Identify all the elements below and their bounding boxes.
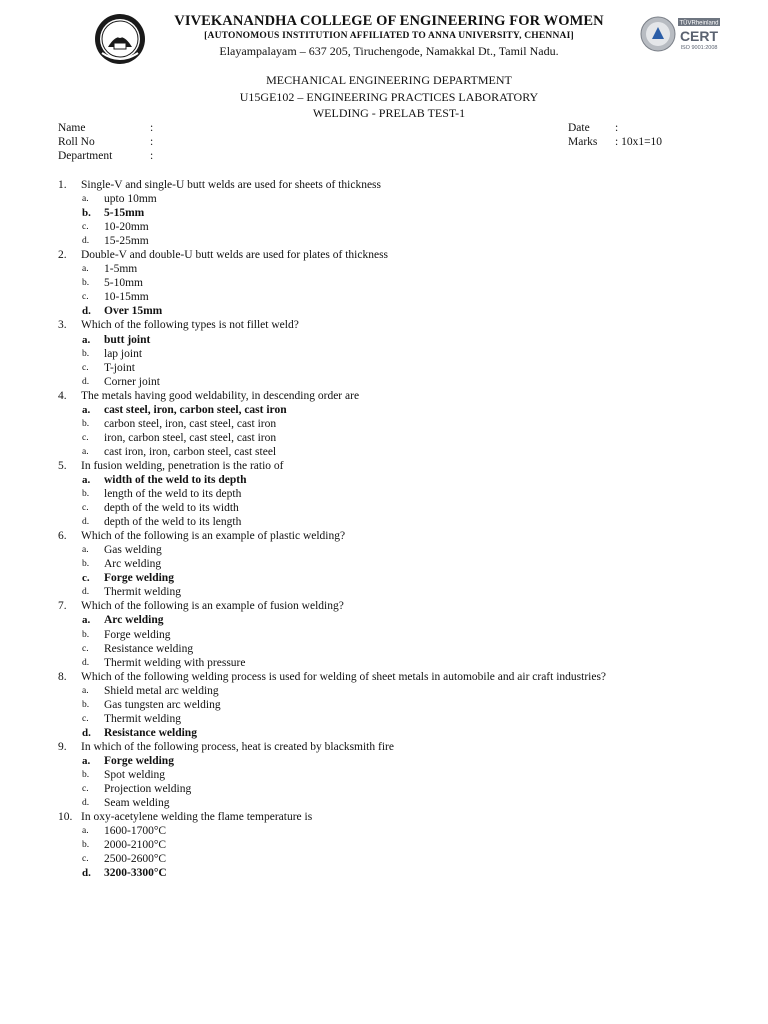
option-text: 10-20mm (104, 221, 149, 234)
answer-option-correct (58, 571, 758, 585)
answer-option (58, 417, 758, 431)
question-number: 4. (58, 389, 67, 402)
question-text: In oxy-acetylene welding the flame temperature is (81, 811, 313, 824)
college-address: Elayampalayam – 637 205, Tiruchengode, Namakkal Dt., Tamil Nadu. (219, 44, 559, 58)
option-letter: b. (82, 489, 90, 500)
option-letter: c. (82, 854, 89, 865)
marks-label: Marks (568, 136, 598, 148)
option-text: Gas welding (104, 544, 162, 557)
question-number: 1. (58, 179, 67, 191)
option-text: length of the weld to its depth (104, 488, 242, 501)
option-letter: a. (82, 403, 91, 416)
answer-option (58, 628, 758, 642)
option-letter: d. (82, 587, 90, 598)
answer-option (58, 501, 758, 515)
answer-option (58, 276, 758, 290)
option-text: Resistance welding (104, 726, 197, 739)
college-name: VIVEKANANDHA COLLEGE OF ENGINEERING FOR WOMEN (174, 13, 604, 29)
question-text: Double-V and double-U butt welds are used for plates of thickness (81, 249, 389, 262)
answer-option (58, 220, 758, 234)
answer-option (58, 712, 758, 726)
question-item (58, 248, 758, 262)
question-number: 9. (58, 740, 67, 753)
option-letter: b. (82, 840, 90, 851)
option-text: carbon steel, iron, cast steel, cast iron (104, 417, 277, 430)
answer-option (58, 515, 758, 529)
option-text: butt joint (104, 333, 151, 346)
option-text: iron, carbon steel, cast steel, cast iron (104, 431, 277, 444)
answer-option (58, 543, 758, 557)
question-number: 10. (58, 811, 73, 824)
answer-option (58, 852, 758, 866)
date-label: Date (568, 122, 590, 134)
option-letter: d. (82, 517, 90, 528)
option-text: Resistance welding (104, 642, 194, 655)
answer-option (58, 782, 758, 796)
option-text: Gas tungsten arc welding (104, 698, 221, 711)
question-item (58, 459, 758, 473)
option-letter: a. (82, 333, 91, 346)
question-item (58, 670, 758, 684)
department-colon: : (150, 150, 154, 162)
option-text: width of the weld to its depth (104, 473, 247, 486)
rollno-colon: : (150, 136, 154, 148)
question-number: 6. (58, 530, 67, 543)
option-text: Arc welding (104, 558, 162, 571)
cert-logo-bottom-text: ISO 9001:2008 (680, 45, 718, 51)
option-text: cast steel, iron, carbon steel, cast iron (104, 403, 287, 416)
question-item (58, 529, 758, 543)
question-text: Single-V and single-U butt welds are used for sheets of thickness (81, 179, 382, 191)
question-number: 7. (58, 600, 67, 613)
option-letter: a. (82, 264, 89, 275)
cert-logo-top-text: TÜVRheinland (679, 20, 719, 27)
answer-option (58, 262, 758, 276)
option-letter: c. (82, 643, 89, 654)
option-text: upto 10mm (104, 193, 157, 206)
option-letter: d. (82, 657, 90, 668)
question-text: Which of the following welding process is used for welding of sheet metals in automobile and air craft industries? (81, 670, 607, 683)
option-letter: c. (82, 713, 89, 724)
answer-option-correct (58, 726, 758, 740)
option-text: Projection welding (104, 783, 192, 796)
option-letter: d. (82, 726, 91, 739)
question-text: Which of the following is an example of plastic welding? (81, 530, 346, 543)
option-letter: b. (82, 207, 91, 220)
option-letter: a. (82, 545, 89, 556)
question-item (58, 740, 758, 754)
question-number: 5. (58, 459, 67, 472)
option-text: 1600-1700°C (104, 825, 167, 838)
option-text: Forge welding (104, 572, 174, 585)
college-affiliation: [AUTONOMOUS INSTITUTION AFFILIATED TO ANNA UNIVERSITY, CHENNAI] (204, 31, 574, 41)
option-text: lap joint (104, 347, 143, 360)
test-heading (0, 72, 768, 122)
option-letter: a. (82, 614, 91, 627)
answer-option (58, 585, 758, 599)
answer-option (58, 234, 758, 248)
option-letter: b. (82, 699, 90, 710)
option-text: Forge welding (104, 754, 174, 767)
answer-option-correct (58, 333, 758, 347)
answer-option (58, 290, 758, 304)
option-letter: d. (82, 236, 90, 247)
rollno-row (58, 136, 218, 150)
option-letter: b. (82, 418, 90, 429)
question-text: In fusion welding, penetration is the ratio of (81, 459, 284, 472)
question-item (58, 389, 758, 403)
date-row (568, 122, 688, 136)
answer-option-correct (58, 403, 758, 417)
question-text: Which of the following types is not fillet weld? (81, 319, 299, 332)
answer-option (58, 684, 758, 698)
option-letter: c. (82, 432, 89, 443)
option-letter: b. (82, 769, 90, 780)
name-colon: : (150, 122, 154, 134)
answer-option (58, 656, 758, 670)
option-text: Forge welding (104, 628, 171, 641)
answer-option (58, 347, 758, 361)
question-number: 3. (58, 319, 67, 332)
cert-logo-main-text: CERT (679, 28, 719, 44)
option-text: Arc welding (104, 614, 164, 627)
rollno-label: Roll No (58, 136, 95, 148)
option-letter: a. (82, 194, 89, 205)
answer-option (58, 445, 758, 459)
answer-option (58, 838, 758, 852)
option-letter: a. (82, 446, 89, 457)
option-text: 3200-3300°C (104, 867, 167, 880)
option-text: Thermit welding (104, 712, 181, 725)
option-letter: c. (82, 292, 89, 303)
option-text: Corner joint (104, 375, 160, 388)
marks-value: : 10x1=10 (615, 136, 663, 148)
option-text: Over 15mm (104, 305, 163, 318)
option-letter: a. (82, 826, 89, 837)
option-letter: c. (82, 572, 90, 585)
option-text: Spot welding (104, 768, 166, 781)
option-text: 1-5mm (104, 263, 138, 276)
option-text: 5-15mm (104, 207, 145, 220)
option-text: 2500-2600°C (104, 853, 167, 866)
option-text: depth of the weld to its length (104, 516, 242, 529)
answer-option-correct (58, 754, 758, 768)
option-letter: b. (82, 559, 90, 570)
option-letter: d. (82, 798, 90, 809)
course-line: U15GE102 – ENGINEERING PRACTICES LABORATORY (239, 89, 539, 104)
question-text: In which of the following process, heat is created by blacksmith fire (81, 740, 394, 753)
option-letter: c. (82, 222, 89, 233)
answer-option (58, 487, 758, 501)
marks-row (568, 136, 688, 150)
answer-option (58, 698, 758, 712)
department-row (58, 150, 218, 164)
option-text: 15-25mm (104, 235, 149, 248)
answer-option-correct (58, 206, 758, 220)
question-number: 8. (58, 670, 67, 683)
answer-option-correct (58, 866, 758, 880)
option-text: cast iron, iron, carbon steel, cast steel (104, 445, 277, 458)
option-letter: d. (82, 305, 91, 318)
answer-option (58, 824, 758, 838)
question-text: The metals having good weldability, in descending order are (81, 389, 360, 402)
question-item (58, 318, 758, 332)
question-list (58, 178, 758, 880)
test-title: WELDING - PRELAB TEST-1 (312, 106, 466, 120)
answer-option (58, 796, 758, 810)
question-item (58, 599, 758, 613)
option-letter: b. (82, 278, 90, 289)
option-letter: a. (82, 473, 91, 486)
question-number: 2. (58, 249, 67, 262)
option-letter: d. (82, 867, 91, 880)
answer-option-correct (58, 304, 758, 318)
question-text: Which of the following is an example of fusion welding? (81, 600, 344, 613)
option-text: Thermit welding (104, 586, 181, 599)
option-text: 5-10mm (104, 277, 143, 290)
question-item (58, 810, 758, 824)
option-text: depth of the weld to its width (104, 502, 239, 515)
answer-option (58, 361, 758, 375)
answer-option (58, 192, 758, 206)
option-letter: c. (82, 503, 89, 514)
option-letter: d. (82, 376, 90, 387)
option-text: 2000-2100°C (104, 839, 167, 852)
option-letter: a. (82, 685, 89, 696)
answer-option (58, 557, 758, 571)
option-text: 10-15mm (104, 291, 149, 304)
option-text: Seam welding (104, 797, 170, 810)
question-item (58, 178, 758, 192)
date-colon: : (615, 122, 619, 134)
name-row (58, 122, 218, 136)
department-label: Department (58, 150, 113, 162)
option-letter: c. (82, 362, 89, 373)
name-label: Name (58, 122, 86, 134)
option-letter: a. (82, 754, 91, 767)
answer-option-correct (58, 473, 758, 487)
option-letter: b. (82, 348, 90, 359)
answer-option (58, 768, 758, 782)
department-line: MECHANICAL ENGINEERING DEPARTMENT (266, 73, 512, 87)
option-text: Thermit welding with pressure (104, 656, 246, 669)
option-text: T-joint (104, 361, 135, 374)
answer-option-correct (58, 613, 758, 627)
answer-option (58, 431, 758, 445)
answer-option (58, 375, 758, 389)
option-letter: b. (82, 629, 90, 640)
option-text: Shield metal arc welding (104, 684, 219, 697)
option-letter: c. (82, 784, 89, 795)
answer-option (58, 642, 758, 656)
